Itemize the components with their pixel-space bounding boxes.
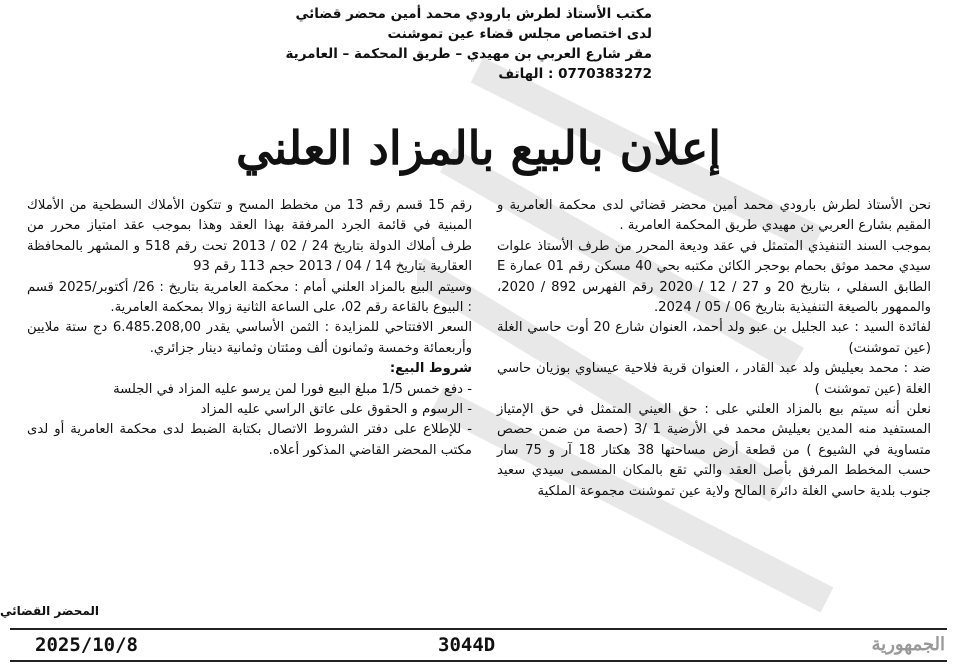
paragraph: بموجب السند التنفيذي المتمثل في عقد وديعة المحرر من طرف الأستاذ علوات سيدي محمد موثق بحمام بوحجر الكائن مكتبه بحي 40 مسكن رقم 01 عمارة E الطابق السفلي ، بتاريخ 20 و 27 / 12 / 2020 رقم الفهرس 892 / 2020، والممهور بالصيغة التنفيذية بتاريخ 06 / 05 / 2024. (497, 238, 932, 316)
signature: المحضر القضائي (0, 604, 100, 618)
paragraph: السعر الافتتاحي للمزايدة : الثمن الأساسي يقدر 6.485.208,00 دج ستة ملايين وأربعمائة وخمسة وثمانون ألف ومئتان وثمانية دينار جزائري. (27, 320, 473, 356)
office-name: مكتب الأستاذ لطرش بارودي محمد أمين محضر قضائي (295, 6, 652, 22)
paragraph: نعلن أنه سيتم بيع بالمزاد العلني على : حق العيني المتمثل في حق الإمتياز المستفيد منه المدين بعيليش محمد في الأرضية 1 /3 (حصة من ضمن حصص متساوية في الشيوع ) من قطعة أرض مساحتها 38 هكتار 18 آر و 75 سار حسب المخطط المرفق بأصل العقد والتي تقع بالمكان المسمى سيدي سعيد جنوب بلدية حاسي الغلة دائرة المالح ولاية عين تموشنت مجموعة الملكية (497, 402, 932, 499)
bailiff-office-header (285, 4, 652, 84)
footer-rule-bottom (10, 660, 947, 662)
paragraph: ضد : محمد بعيليش ولد عبد القادر ، العنوان قرية فلاحية عيساوي بوزيان حاسي الغلة (عين تموشنت ) (497, 361, 931, 397)
notice-title: إعلان بالبيع بالمزاد العلني (235, 121, 722, 175)
paragraph: رقم 15 قسم رقم 13 من مخطط المسح و تتكون الأملاك السطحية من الأملاك المبنية في قائمة الجرد المرفقة بهذا العقد وهذا بموجب عقد امتياز محرر من طرف أملاك الدولة بتاريخ 24 / 02 / 2013 تحت رقم 518 و المشهر بالمحافظة العقارية بتاريخ 14 / 04 / 2013 حجم 113 رقم 93 (27, 198, 472, 275)
footer-rule-top (10, 628, 947, 630)
paragraph: - للإطلاع على دفتر الشروط الاتصال بكتابة الضبط لدى محكمة العامرية أو لدى مكتب المحضر القاضي المذكور أعلاه. (27, 422, 472, 458)
paragraph: وسيتم البيع بالمزاد العلني أمام : محكمة العامرية بتاريخ : 26/ أكتوبر/2025 قسم : البيوع بالقاعة رقم 02، على الساعة الثانية زوالا بمحكمة العامرية. (27, 279, 472, 316)
notice-code: 3044D (438, 634, 496, 656)
text-column-right (497, 196, 931, 502)
text-column-left (27, 196, 472, 461)
phone-number: 0770383272 (558, 66, 652, 82)
sale-conditions-heading: شروط البيع: (389, 361, 472, 377)
paragraph: لفائدة السيد : عبد الجليل بن عبو ولد أحمد، العنوان شارع 20 أوت حاسي الغلة (عين تموشنت) (497, 320, 931, 356)
office-jurisdiction: لدى اختصاص مجلس قضاء عين تموشنت (387, 26, 652, 42)
paragraph: - دفع خمس 1/5 مبلغ البيع فورا لمن يرسو عليه المزاد في الجلسة (113, 381, 472, 397)
paragraph: نحن الأستاذ لطرش بارودي محمد أمين محضر قضائي لدى محكمة العامرية و المقيم بشارع العربي بن مهيدي طريق المحكمة العامرية . (497, 198, 931, 234)
newspaper-brand: الجمهورية (871, 634, 945, 655)
phone-label: الهاتف : (498, 66, 554, 82)
office-phone (292, 64, 652, 84)
publication-date: 2025/10/8 (35, 634, 138, 656)
office-address: مقر شارع العربي بن مهيدي – طريق المحكمة – العامرية (285, 46, 652, 62)
page-footer (10, 634, 947, 656)
paragraph: - الرسوم و الحقوق على عاتق الراسي عليه المزاد (200, 402, 472, 418)
